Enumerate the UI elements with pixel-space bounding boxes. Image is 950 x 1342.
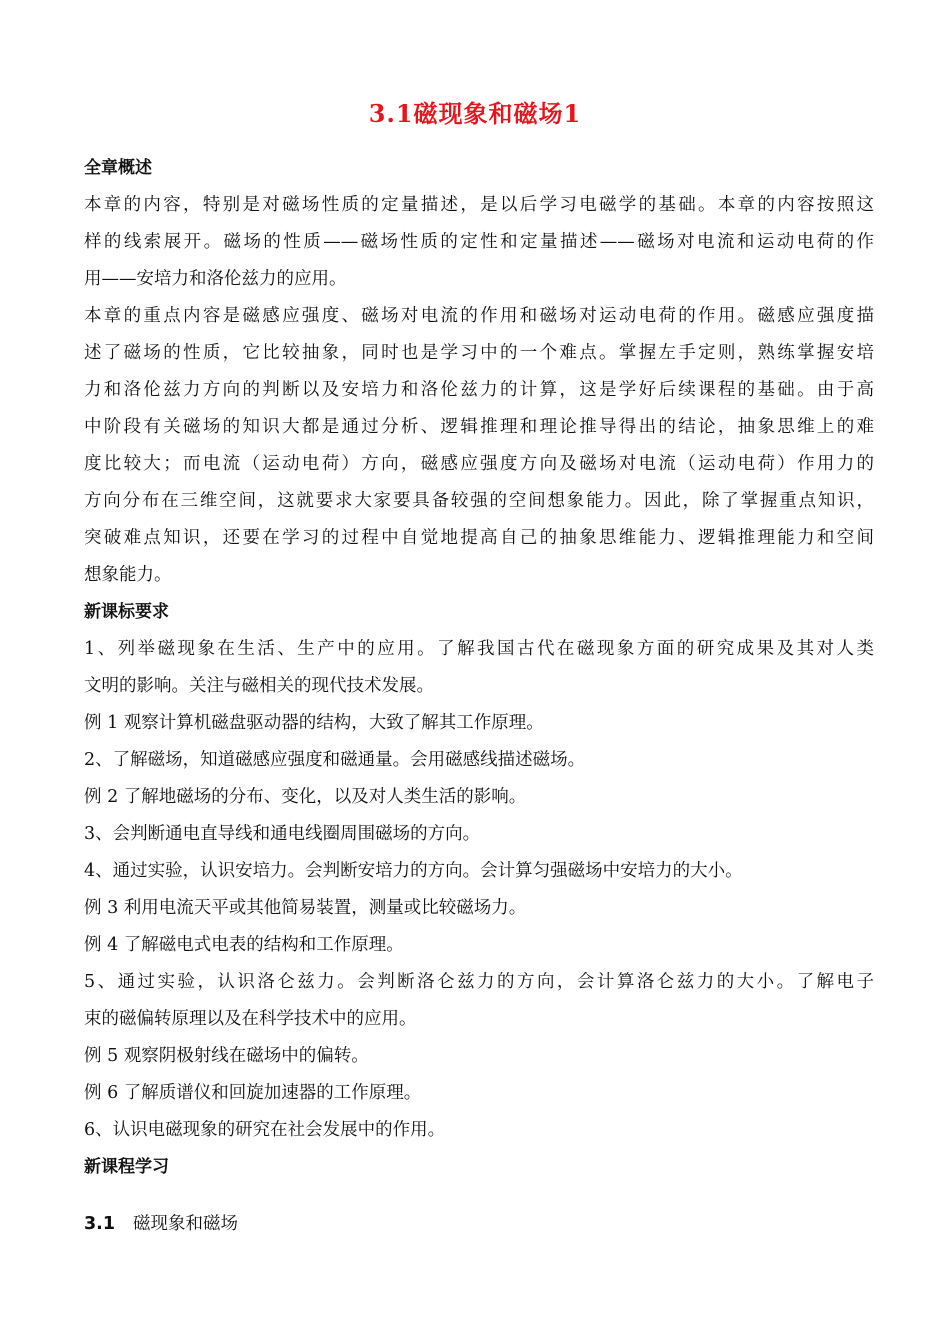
text-line: 突破难点知识，还要在学习的过程中自觉地提高自己的抽象思维能力、逻辑推理能力和空间 [84, 528, 874, 548]
section-heading [84, 1206, 874, 1243]
list-item: 1、列举磁现象在生活、生产中的应用。了解我国古代在磁现象方面的研究成果及其对人类 [84, 639, 874, 659]
text-line: 想象能力。 [84, 565, 172, 585]
list-item: 束的磁偏转原理以及在科学技术中的应用。 [84, 1009, 417, 1029]
list-item: 例 5 观察阴极射线在磁场中的偏转。 [84, 1046, 369, 1066]
document-body [84, 150, 874, 1243]
list-item: 例 4 了解磁电式电表的结构和工作原理。 [84, 935, 404, 955]
course-heading: 新课程学习 [84, 1157, 169, 1177]
page-title: 3.1磁现象和磁场1 [368, 99, 582, 128]
list-item: 例 3 利用电流天平或其他简易装置，测量或比较磁场力。 [84, 898, 527, 918]
list-item: 2、了解磁场，知道磁感应强度和磁通量。会用磁感线描述磁场。 [84, 750, 586, 770]
text-line: 用——安培力和洛伦兹力的应用。 [84, 269, 347, 289]
list-item: 文明的影响。关注与磁相关的现代技术发展。 [84, 676, 434, 696]
standards-list [84, 631, 874, 1149]
list-item: 例 2 了解地磁场的分布、变化，以及对人类生活的影响。 [84, 787, 527, 807]
section-number: 3.1 [84, 1214, 116, 1234]
overview-paragraph-2 [84, 298, 874, 594]
text-line: 述了磁场的性质，它比较抽象，同时也是学习中的一个难点。掌握左手定则，熟练掌握安培 [84, 343, 874, 363]
overview-heading: 全章概述 [84, 158, 152, 178]
text-line: 本章的重点内容是磁感应强度、磁场对电流的作用和磁场对运动电荷的作用。磁感应强度描 [84, 306, 874, 326]
text-line: 中阶段有关磁场的知识大都是通过分析、逻辑推理和理论推导得出的结论，抽象思维上的难 [84, 417, 874, 437]
text-line: 力和洛伦兹力方向的判断以及安培力和洛伦兹力的计算，这是学好后续课程的基础。由于高 [84, 380, 874, 400]
list-item: 例 6 了解质谱仪和回旋加速器的工作原理。 [84, 1083, 422, 1103]
list-item: 6、认识电磁现象的研究在社会发展中的作用。 [84, 1120, 446, 1140]
spacer [84, 1186, 874, 1206]
text-line: 样的线索展开。磁场的性质——磁场性质的定性和定量描述——磁场对电流和运动电荷的作 [84, 232, 874, 252]
text-line: 度比较大；而电流（运动电荷）方向，磁感应强度方向及磁场对电流（运动电荷）作用力的 [84, 454, 874, 474]
overview-paragraph-1 [84, 187, 874, 298]
list-item: 3、会判断通电直导线和通电线圈周围磁场的方向。 [84, 824, 481, 844]
list-item: 4、通过实验，认识安培力。会判断安培力的方向。会计算匀强磁场中安培力的大小。 [84, 861, 743, 881]
section-title: 磁现象和磁场 [133, 1214, 239, 1234]
text-line: 本章的内容，特别是对磁场性质的定量描述，是以后学习电磁学的基础。本章的内容按照这 [84, 195, 874, 215]
list-item: 例 1 观察计算机磁盘驱动器的结构，大致了解其工作原理。 [84, 713, 544, 733]
text-line: 方向分布在三维空间，这就要求大家要具备较强的空间想象能力。因此，除了掌握重点知识， [84, 491, 874, 511]
standards-heading: 新课标要求 [84, 602, 169, 622]
list-item: 5、通过实验，认识洛仑兹力。会判断洛仑兹力的方向，会计算洛仑兹力的大小。了解电子 [84, 972, 874, 992]
